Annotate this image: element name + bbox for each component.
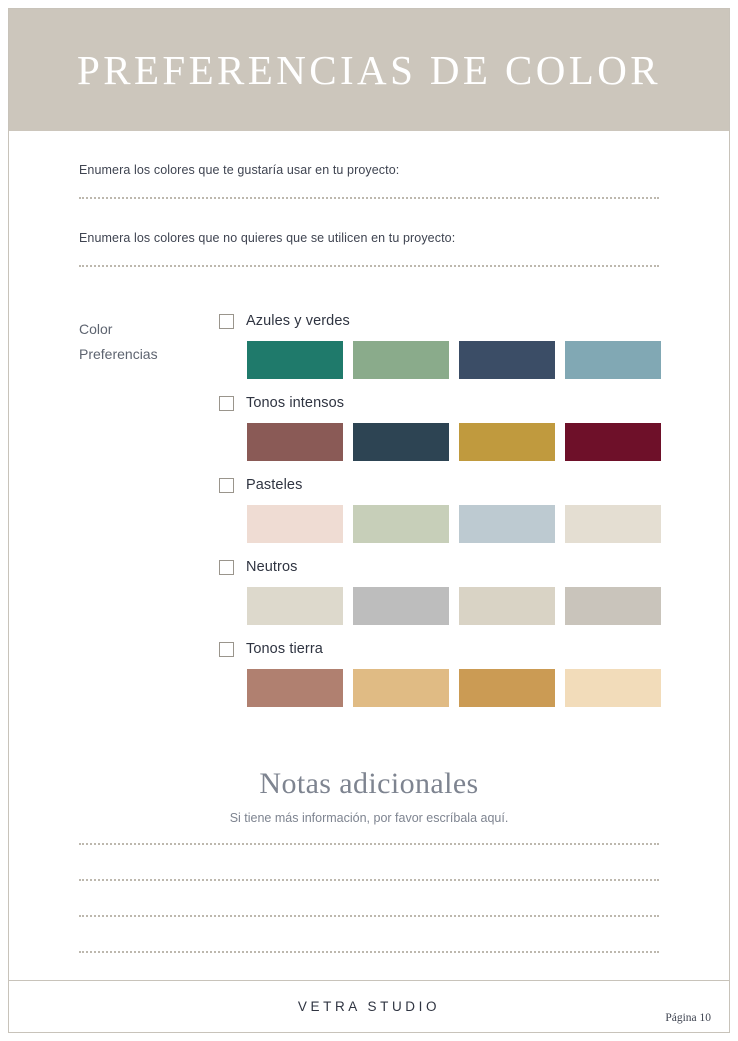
checkbox-icon[interactable] xyxy=(219,478,234,493)
color-swatch xyxy=(353,669,449,707)
color-swatch xyxy=(459,341,555,379)
color-swatch xyxy=(353,341,449,379)
worksheet-body xyxy=(9,163,729,953)
color-group-header[interactable] xyxy=(219,309,661,333)
color-group-header[interactable] xyxy=(219,473,661,497)
swatch-row xyxy=(247,341,661,379)
page-footer xyxy=(9,980,729,1032)
color-group-label: Azules y verdes xyxy=(246,313,350,329)
page-title: PREFERENCIAS DE COLOR xyxy=(77,47,661,93)
color-group-azules-y-verdes xyxy=(219,309,661,379)
color-swatch xyxy=(459,669,555,707)
color-swatch xyxy=(353,423,449,461)
color-swatch xyxy=(247,341,343,379)
notes-lines xyxy=(79,843,659,953)
question-label: Enumera los colores que te gustaría usar en tu proyecto: xyxy=(79,163,400,177)
notes-line[interactable] xyxy=(79,951,659,953)
color-swatch xyxy=(565,587,661,625)
swatch-row xyxy=(247,505,661,543)
color-group-tonos-intensos xyxy=(219,391,661,461)
color-swatch xyxy=(459,505,555,543)
color-group-label: Pasteles xyxy=(246,477,303,493)
additional-notes-section xyxy=(79,767,659,953)
section-title xyxy=(79,309,219,719)
color-swatch xyxy=(353,587,449,625)
section-title-line-1: Color xyxy=(79,321,113,337)
footer-brand: VETRA STUDIO xyxy=(297,999,441,1014)
question-label: Enumera los colores que no quieres que se utilicen en tu proyecto: xyxy=(79,231,456,245)
color-group-neutros xyxy=(219,555,661,625)
checkbox-icon[interactable] xyxy=(219,560,234,575)
notes-subtitle: Si tiene más información, por favor escríbala aquí. xyxy=(229,811,509,825)
color-swatch xyxy=(353,505,449,543)
worksheet-sheet xyxy=(8,8,730,1033)
notes-line[interactable] xyxy=(79,843,659,845)
color-swatch xyxy=(247,423,343,461)
question-block-disliked-colors xyxy=(79,231,659,267)
color-swatch xyxy=(565,669,661,707)
color-group-label: Tonos tierra xyxy=(246,641,323,657)
checkbox-icon[interactable] xyxy=(219,642,234,657)
color-swatch xyxy=(565,341,661,379)
color-preferences-section xyxy=(79,309,659,719)
swatch-row xyxy=(247,587,661,625)
page-header-band xyxy=(9,9,729,131)
color-group-header[interactable] xyxy=(219,391,661,415)
color-group-pasteles xyxy=(219,473,661,543)
checkbox-icon[interactable] xyxy=(219,314,234,329)
answer-line[interactable] xyxy=(79,265,659,267)
color-group-label: Neutros xyxy=(246,559,298,575)
color-group-tonos-tierra xyxy=(219,637,661,707)
color-swatch xyxy=(247,505,343,543)
color-group-header[interactable] xyxy=(219,555,661,579)
notes-line[interactable] xyxy=(79,915,659,917)
answer-line[interactable] xyxy=(79,197,659,199)
section-title-line-2: Preferencias xyxy=(79,345,158,362)
question-block-favorite-colors xyxy=(79,163,659,199)
notes-line[interactable] xyxy=(79,879,659,881)
color-group-list xyxy=(219,309,661,719)
color-swatch xyxy=(565,505,661,543)
color-swatch xyxy=(565,423,661,461)
color-group-header[interactable] xyxy=(219,637,661,661)
footer-page-number: Página 10 xyxy=(665,1012,711,1024)
color-swatch xyxy=(459,423,555,461)
color-swatch xyxy=(459,587,555,625)
color-swatch xyxy=(247,669,343,707)
swatch-row xyxy=(247,423,661,461)
notes-title: Notas adicionales xyxy=(259,767,479,800)
color-group-label: Tonos intensos xyxy=(246,395,345,411)
checkbox-icon[interactable] xyxy=(219,396,234,411)
swatch-row xyxy=(247,669,661,707)
color-swatch xyxy=(247,587,343,625)
